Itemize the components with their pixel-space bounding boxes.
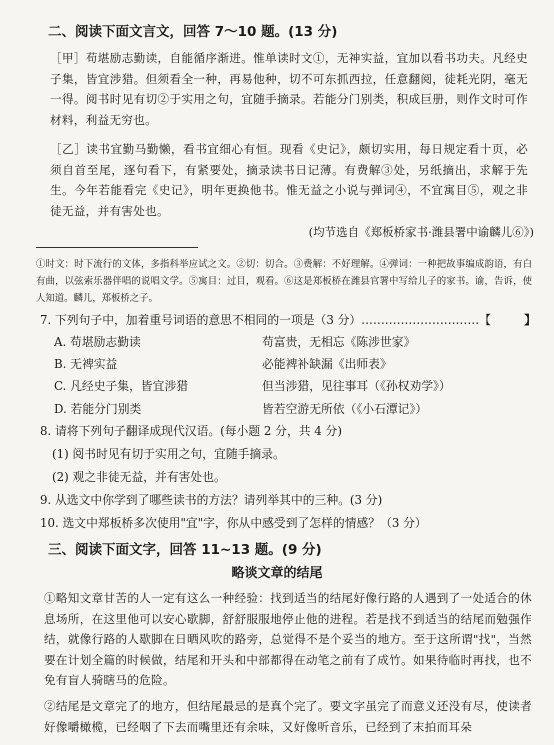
section-3-title: 三、阅读下面文字，回答 11~13 题。(9 分) (48, 542, 322, 558)
option-b (54, 353, 484, 375)
option-d-left: D. 若能分门别类 (54, 401, 142, 416)
option-c-right: 但当涉猎，见往事耳（《孙权劝学》） (262, 379, 451, 394)
article-paragraph-1: ①略知文章甘苦的人一定有这么一种经验：找到适当的结尾好像行路的人遇到了一处适合的休息场所，在这里他可以安心歇脚，舒舒服服地停止他的进程。若是找不到适当的结尾而勉强作结，就像行路的人歇脚在日晒风吹的路旁，总觉得不是个妥当的地方。至于这所谓"找"，当然要在计划全篇的时候做，结尾和开头和中部都得在动笔之前有了成竹。如果待临时再找，也不免有盲人骑瞎马的危险。 (44, 591, 532, 687)
question-8-stem: 8. 请将下列句子翻译成现代汉语。(每小题 2 分，共 4 分) (40, 424, 342, 438)
option-c (54, 375, 484, 397)
question-7-options (54, 331, 484, 420)
question-7-stem: 7. 下列句子中，加着重号词语的意思不相同的一项是（3 分）…………………………【 (40, 313, 491, 327)
option-b-left: B. 无裨实益 (54, 357, 118, 372)
source-citation: (均节选自《郑板桥家书·潍县署中谕麟儿⑥》) (308, 225, 534, 239)
footnotes: ①时文：时下流行的文体，多指科举应试之文。②切：切合。③费解：不好理解。④弹词：一种把故事编成韵语，有白有曲，以弦索乐器伴唱的说唱文学。⑤寓目：过目，观看。⑥这是郑板桥在潍县官署中写给儿子的家书。谕，告诉，使人知道。麟儿，郑板桥之子。 (36, 259, 532, 304)
question-9: 9. 从选文中你学到了哪些读书的方法？请列举其中的三种。(3 分) (40, 493, 383, 507)
option-a-left: A. 苟堪励志勤读 (54, 335, 141, 349)
option-c-left: C. 凡经史子集，皆宜涉猎 (54, 379, 189, 394)
question-10: 10. 选文中郑板桥多次使用"宜"字，你从中感受到了怎样的情感？（3 分） (40, 516, 427, 530)
question-8-sub-2: (2) 观之非徒无益，并有害处也。 (52, 470, 226, 484)
question-8-sub-1: (1) 阅书时见有切于实用之句，宜随手摘录。 (52, 447, 285, 461)
footnote-divider (36, 247, 198, 248)
option-d (54, 398, 484, 420)
option-a-right: 苟富贵，无相忘《陈涉世家》 (262, 335, 416, 349)
passage-b: ［乙］读书宜勤马勤懒，看书宜细心有恒。现看《史记》，颇切实用，每日规定看十页，必须自首至尾，逐句看下，有紧要处，摘录读书日记薄。有费解③处，另纸摘出，求解于先生。今年若能看完《史记》，明年更换他书。惟无益之小说与弹词④，不宜寓目⑤，观之非徒无益，并有害处也。 (50, 142, 528, 218)
answer-bracket[interactable]: 】 (524, 313, 536, 327)
section-2-title: 二、阅读下面文言文，回答 7～10 题。(13 分) (48, 24, 338, 40)
option-b-right: 必能裨补缺漏《出师表》 (262, 357, 392, 372)
article-paragraph-2: ②结尾是文章完了的地方，但结尾最忌的是真个完了。要文字虽完了而意义还没有尽，使读者好像嚼橄榄，已经咽了下去而嘴里还有余味，又好像听音乐，已经到了末拍而耳朵 (44, 699, 532, 734)
option-a (54, 331, 484, 353)
option-d-right: 皆若空游无所依（《小石潭记》） (262, 401, 428, 416)
article-title: 略谈文章的结尾 (231, 566, 323, 581)
passage-a: ［甲］苟堪励志勤读，自能循序渐进。惟单读时文①，无神实益，宜加以看书功夫。凡经史子集，皆宜涉猎。但须看全一种，再易他种，切不可东抓西拉，任意翻阅，徒耗光阴，毫无一得。阅书时见有切②于实用之句，宜随手摘录。若能分门别类，积成巨册，则作文时可作材料，利益无穷也。 (50, 51, 528, 127)
question-7 (40, 309, 540, 331)
